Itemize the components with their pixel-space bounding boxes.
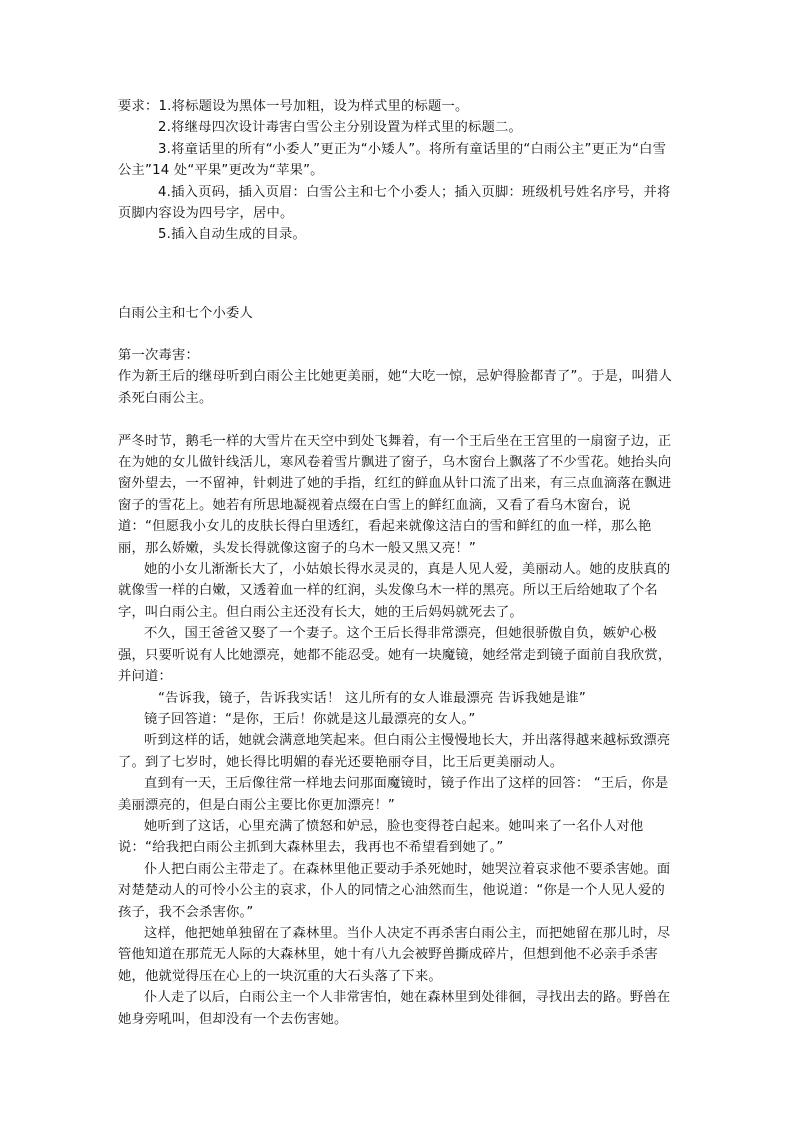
story-body [118,345,678,1030]
requirement-4: 4.插入页码，插入页眉：白雪公主和七个小委人；插入页脚：班级机号姓名序号，并将页脚内容设为四号字，居中。 [118,184,671,222]
story-paragraph-9: 仆人把白雨公主带走了。在森林里他正要动手杀死她时，她哭泣着哀求他不要杀害她。面对楚楚动人的可怜小公主的哀求，仆人的同情之心油然而生，他说道：“你是一个人见人爱的孩子，我不会杀害你。” [118,861,671,920]
story-paragraph-10: 这样，他把她单独留在了森林里。当仆人决定不再杀害白雨公主，而把她留在那儿时，尽管他知道在那荒无人际的大森林里，她十有八九会被野兽撕成碎片，但想到他不必亲手杀害她，他就觉得压在心上的一块沉重的大石头落了下来。 [118,925,671,984]
requirement-3: 3.将童话里的所有“小委人”更正为“小矮人”。将所有童话里的“白雨公主”更正为“白雪公主”14 处“平果”更改为“苹果”。 [118,141,667,179]
story-paragraph-3: 不久，国王爸爸又娶了一个妻子。这个王后长得非常漂亮，但她很骄傲自负，嫉妒心极强，只要听说有人比她漂亮，她都不能忍受。她有一块魔镜，她经常走到镜子面前自我欣赏，并问道： [118,626,672,685]
story-paragraph-8: 她听到了这话，心里充满了愤怒和妒忌，脸也变得苍白起来。她叫来了一名仆人对他说：“给我把白雨公主抓到大森林里去，我再也不希望看到她了。” [118,818,644,856]
story-paragraph-4: “告诉我，镜子，告诉我实话！ 这儿所有的女人谁最漂亮 告诉我她是谁” [158,690,586,706]
section-heading: 第一次毒害： [118,348,199,363]
story-paragraph-1: 严冬时节，鹅毛一样的大雪片在天空中到处飞舞着，有一个王后坐在王宫里的一扇窗子边，正在为她的女儿做针线活儿，寒风卷着雪片飘进了窗子，乌木窗台上飘落了不少雪花。她抬头向窗外望去，一不留神，针刺进了她的手指，红红的鲜血从针口流了出来，有三点血滴落在飘进窗子的雪花上。她若有所思地凝视着点缀在白雪上的鲜红血滴，又看了看乌木窗台，说道：“但愿我小女儿的皮肤长得白里透红，看起来就像这洁白的雪和鲜红的血一样，那么艳丽，那么娇嫩，头发长得就像这窗子的乌木一般又黑又亮！” [118,433,672,556]
requirement-5: 5.插入自动生成的目录。 [158,227,307,243]
requirements-section [118,96,678,246]
story-paragraph-7: 直到有一天，王后像往常一样地去问那面魔镜时，镜子作出了这样的回答： “王后，你是美丽漂亮的，但是白雨公主要比你更加漂亮！” [118,776,669,813]
story-paragraph-6: 听到这样的话，她就会满意地笑起来。但白雨公主慢慢地长大，并出落得越来越标致漂亮了。到了七岁时，她长得比明媚的春光还要艳丽夺目，比王后更美丽动人。 [118,733,671,770]
blank-line [118,409,678,430]
story-paragraph-11: 仆人走了以后，白雨公主一个人非常害怕，她在森林里到处徘徊，寻找出去的路。野兽在她身旁吼叫，但却没有一个去伤害她。 [118,990,671,1027]
story-paragraph-5: 镜子回答道：“是你，王后！你就是这儿最漂亮的女人。” [144,711,476,727]
requirement-1: 要求：1.将标题设为黑体一号加粗，设为样式里的标题一。 [118,99,469,114]
story-paragraph-2: 她的小女儿渐渐长大了，小姑娘长得水灵灵的，真是人见人爱，美丽动人。她的皮肤真的就像雪一样的白嫩，又透着血一样的红润，头发像乌木一样的黑亮。所以王后给她取了个名字，叫白雨公主。但白雨公主还没有长大，她的王后妈妈就死去了。 [118,562,671,620]
story-title: 白雨公主和七个小委人 [118,306,253,321]
section-intro: 作为新王后的继母听到白雨公主比她更美丽，她“大吃一惊，忌妒得脸都青了”。于是，叫猎人杀死白雨公主。 [118,369,673,406]
story-title-block [118,303,678,324]
requirement-2: 2.将继母四次设计毒害白雪公主分别设置为样式里的标题二。 [158,120,523,136]
